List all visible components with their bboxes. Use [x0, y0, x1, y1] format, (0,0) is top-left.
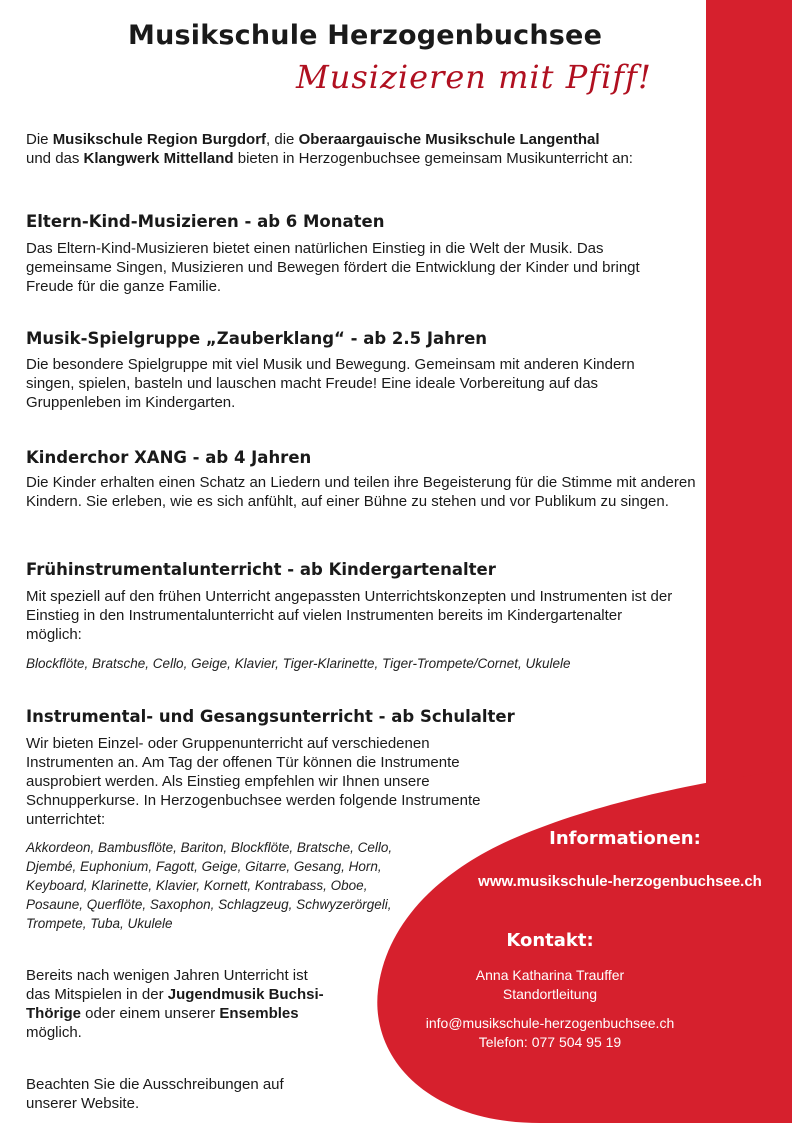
school-name-burgdorf: Musikschule Region Burgdorf: [52, 131, 267, 148]
section-text-spielgruppe: Die besondere Spielgruppe mit viel Musik und Bewegung. Gemeinsam mit anderen Kindern singen, spielen, basteln und lauschen macht Freude! Eine ideale Vorbereitung auf das Gruppenleben im Kindergarten.: [26, 356, 635, 411]
slogan: Musizieren mit Pfiff!: [296, 58, 652, 96]
intro-paragraph: Die Musikschule Region Burgdorf, die Oberaargauische Musikschule Langenthal und das Klangwerk Mittelland bieten in Herzogenbuchsee gemeinsam Musikunterricht an:: [26, 131, 633, 167]
section-title-eltern-kind: Eltern-Kind-Musizieren - ab 6 Monaten: [26, 212, 385, 231]
website-note: Beachten Sie die Ausschreibungen auf unserer Website.: [26, 1076, 284, 1112]
contact-name: Anna Katharina Trauffer: [475, 967, 625, 983]
page-title: Musikschule Herzogenbuchsee: [128, 20, 603, 51]
jugendmusik-name: Jugendmusik Buchsi-Thörige: [26, 986, 324, 1022]
contact-person: [430, 966, 670, 1004]
ensembles-paragraph: Bereits nach wenigen Jahren Unterricht ist das Mitspielen in der Jugendmusik Buchsi-Thörige oder einem unserer Ensembles möglich.: [26, 967, 324, 1041]
contact-heading: Kontakt:: [506, 930, 594, 951]
info-heading: Informationen:: [549, 828, 701, 849]
section-text-eltern-kind: Das Eltern-Kind-Musizieren bietet einen natürlichen Einstieg in die Welt der Musik. Das gemeinsame Singen, Musizieren und Bewegen fördert die Entwicklung der Kinder und bringt Freude für die ganze Familie.: [26, 240, 640, 295]
contact-phone[interactable]: Telefon: 077 504 95 19: [478, 1034, 622, 1050]
contact-role: Standortleitung: [502, 986, 598, 1002]
instrument-list-fruehinstrumental: Blockflöte, Bratsche, Cello, Geige, Klavier, Tiger-Klarinette, Tiger-Trompete/Cornet, Ukulele: [26, 656, 571, 671]
website-link[interactable]: www.musikschule-herzogenbuchsee.ch: [478, 873, 762, 890]
section-title-instrumental: Instrumental- und Gesangsunterricht - ab Schulalter: [26, 707, 515, 726]
section-title-kinderchor: Kinderchor XANG - ab 4 Jahren: [26, 448, 312, 467]
school-name-langenthal: Oberaargauische Musikschule Langenthal: [298, 131, 600, 148]
instrument-list-instrumental: Akkordeon, Bambusflöte, Bariton, Blockflöte, Bratsche, Cello, Djembé, Euphonium, Fagott, Geige, Gitarre, Gesang, Horn, Keyboard, Klarinette, Klavier, Kornett, Kontrabass, Oboe, Posaune, Querflöte, Saxophon, Schlagzeug, Schwyzerörgeli, Trompete, Tuba, Ukulele: [26, 840, 393, 931]
ensembles-word: Ensembles: [219, 1005, 299, 1022]
section-title-fruehinstrumental: Frühinstrumentalunterricht - ab Kindergartenalter: [26, 560, 496, 579]
section-text-kinderchor: Die Kinder erhalten einen Schatz an Liedern und teilen ihre Begeisterung für die Stimme mit anderen Kindern. Sie erleben, wie es sich anfühlt, auf einer Bühne zu stehen und vor Publikum zu singen.: [26, 474, 696, 510]
section-text-instrumental: Wir bieten Einzel- oder Gruppenunterricht auf verschiedenen Instrumenten an. Am Tag der offenen Tür können die Instrumente ausprobiert werden. Als Einstieg empfehlen wir Ihnen unsere Schnupperkurse. In Herzogenbuchsee werden folgende Instrumente unterrichtet:: [26, 735, 481, 828]
section-text-fruehinstrumental: Mit speziell auf den frühen Unterricht angepassten Unterrichtskonzepten und Instrumenten ist der Einstieg in den Instrumentalunterricht auf vielen Instrumenten bereits im Kindergartenalter möglich:: [26, 588, 673, 643]
contact-details: [390, 1014, 710, 1052]
school-name-klangwerk: Klangwerk Mittelland: [83, 150, 234, 167]
section-title-spielgruppe: Musik-Spielgruppe „Zauberklang“ - ab 2.5 Jahren: [26, 329, 488, 348]
contact-email[interactable]: info@musikschule-herzogenbuchsee.ch: [425, 1015, 675, 1031]
